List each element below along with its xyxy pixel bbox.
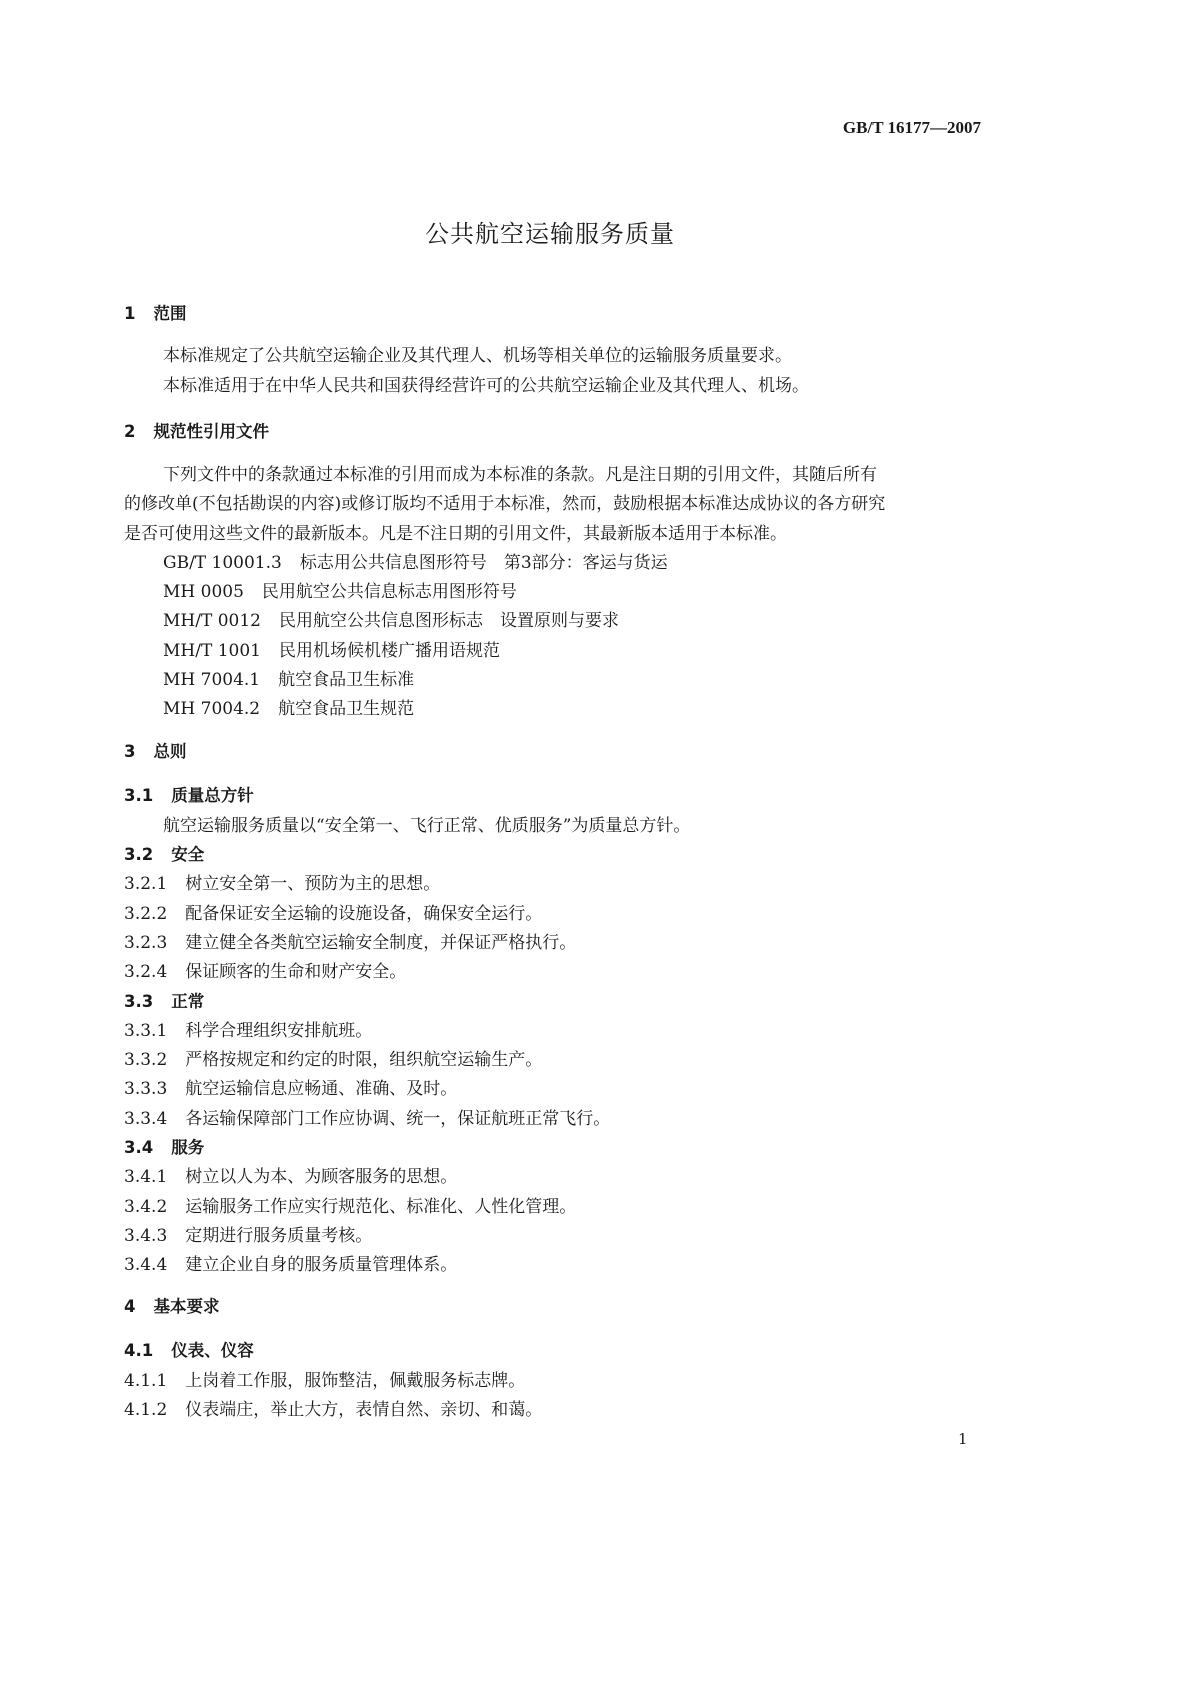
reference-title: 民用机场候机楼广播用语规范	[278, 641, 500, 661]
section-number: 3.4	[124, 1138, 154, 1157]
clause	[124, 1167, 457, 1187]
clause-number: 3.3.4	[124, 1108, 168, 1129]
clause-text: 运输服务工作应实行规范化、标准化、人性化管理。	[185, 1196, 577, 1217]
clause	[124, 1255, 457, 1275]
reference-title: 航空食品卫生规范	[278, 699, 415, 719]
clause-text: 航空运输信息应畅通、准确、及时。	[185, 1079, 458, 1100]
section-title: 范围	[153, 304, 187, 323]
reference-code: MH/T 0012	[163, 611, 261, 631]
paragraph-text: 本标准规定了公共航空运输企业及其代理人、机场等相关单位的运输服务质量要求。	[163, 346, 792, 366]
paragraph	[163, 816, 690, 836]
clause	[124, 1371, 525, 1391]
subsection-heading	[124, 1138, 204, 1158]
clause-text: 仪表端庄，举止大方，表情自然、亲切、和蔼。	[185, 1400, 543, 1420]
reference-item	[163, 641, 500, 661]
section-title: 基本要求	[153, 1297, 220, 1316]
reference-code: GB/T 10001.3	[163, 553, 282, 573]
paragraph-text: 下列文件中的条款通过本标准的引用而成为本标准的条款。凡是注日期的引用文件，其随后所有	[163, 465, 877, 485]
clause-number: 4.1.2	[124, 1400, 168, 1420]
clause-text: 保证顾客的生命和财产安全。	[185, 962, 407, 983]
section-title: 仪表、仪容	[171, 1341, 254, 1360]
paragraph	[163, 376, 809, 396]
clause-number: 3.3.2	[124, 1050, 168, 1071]
paragraph	[124, 524, 787, 544]
clause	[124, 1079, 457, 1099]
section-heading	[124, 304, 186, 324]
clause	[124, 933, 576, 953]
clause-text: 建立健全各类航空运输安全制度，并保证严格执行。	[185, 932, 577, 953]
reference-title: 民用航空公共信息图形标志 设置原则与要求	[278, 611, 619, 631]
section-heading	[124, 742, 186, 762]
clause	[124, 904, 542, 924]
clause	[124, 1021, 372, 1041]
clause-text: 建立企业自身的服务质量管理体系。	[185, 1255, 458, 1276]
section-title: 正常	[171, 991, 205, 1011]
clause-number: 3.3.1	[124, 1020, 168, 1041]
reference-item	[163, 670, 414, 690]
reference-title: 航空食品卫生标准	[278, 670, 415, 690]
section-number: 1	[124, 304, 136, 323]
section-number: 4.1	[124, 1341, 154, 1360]
page-title: 公共航空运输服务质量	[425, 220, 675, 248]
clause-number: 3.4.1	[124, 1167, 168, 1188]
subsection-heading	[124, 1341, 254, 1361]
reference-item	[163, 553, 668, 573]
standard-number: GB/T 16177—2007	[842, 118, 981, 137]
paragraph	[163, 346, 792, 366]
clause	[124, 1400, 542, 1420]
paragraph-text: 的修改单(不包括勘误的内容)或修订版均不适用于本标准，然而，鼓励根据本标准达成协议的各方研究	[124, 494, 886, 514]
subsection-heading	[124, 845, 204, 865]
clause	[124, 1050, 542, 1070]
section-number: 2	[124, 422, 136, 441]
reference-title: 民用航空公共信息标志用图形符号	[261, 582, 517, 602]
section-heading	[124, 422, 269, 442]
subsection-heading	[124, 786, 254, 806]
clause-text: 树立以人为本、为顾客服务的思想。	[185, 1167, 458, 1188]
section-title: 安全	[171, 845, 205, 864]
reference-item	[163, 699, 414, 719]
clause-text: 定期进行服务质量考核。	[185, 1225, 373, 1246]
reference-code: MH 7004.2	[163, 699, 261, 719]
clause-number: 3.2.3	[124, 932, 168, 953]
subsection-heading	[124, 992, 204, 1012]
section-number: 3.3	[124, 991, 154, 1011]
section-title: 服务	[171, 1138, 205, 1157]
section-title: 质量总方针	[171, 786, 254, 805]
section-number: 3.2	[124, 845, 154, 864]
clause-text: 上岗着工作服，服饰整洁，佩戴服务标志牌。	[185, 1371, 526, 1391]
paragraph-text: 航空运输服务质量以“安全第一、飞行正常、优质服务”为质量总方针。	[163, 816, 691, 836]
clause-text: 严格按规定和约定的时限，组织航空运输生产。	[185, 1050, 543, 1071]
section-number: 4	[124, 1297, 136, 1316]
clause-text: 配备保证安全运输的设施设备，确保安全运行。	[185, 903, 543, 924]
section-number: 3.1	[124, 786, 154, 805]
clause-number: 3.4.4	[124, 1255, 168, 1276]
reference-code: MH/T 1001	[163, 641, 261, 661]
clause-number: 3.2.1	[124, 874, 168, 895]
clause-number: 3.2.2	[124, 903, 168, 924]
clause-number: 3.4.3	[124, 1225, 168, 1246]
section-number: 3	[124, 742, 136, 761]
reference-code: MH 0005	[163, 582, 244, 602]
section-title: 总则	[153, 742, 187, 761]
clause-number: 3.4.2	[124, 1196, 168, 1217]
paragraph	[163, 465, 877, 485]
clause-text: 各运输保障部门工作应协调、统一，保证航班正常飞行。	[185, 1108, 611, 1129]
clause-number: 4.1.1	[124, 1371, 168, 1391]
reference-item	[163, 582, 517, 602]
reference-code: MH 7004.1	[163, 670, 261, 690]
reference-title: 标志用公共信息图形符号 第3部分：客运与货运	[299, 553, 668, 573]
clause-number: 3.3.3	[124, 1079, 168, 1100]
page-number: 1	[958, 1430, 968, 1448]
paragraph-text: 本标准适用于在中华人民共和国获得经营许可的公共航空运输企业及其代理人、机场。	[163, 376, 809, 396]
section-title: 规范性引用文件	[153, 422, 269, 441]
clause-number: 3.2.4	[124, 962, 168, 983]
clause	[124, 1197, 576, 1217]
clause	[124, 1109, 610, 1129]
reference-item	[163, 611, 619, 631]
clause	[124, 1226, 372, 1246]
section-heading	[124, 1297, 219, 1317]
clause	[124, 874, 440, 894]
paragraph-text: 是否可使用这些文件的最新版本。凡是不注日期的引用文件，其最新版本适用于本标准。	[124, 524, 787, 544]
clause-text: 树立安全第一、预防为主的思想。	[185, 874, 441, 895]
paragraph	[124, 494, 885, 514]
clause-text: 科学合理组织安排航班。	[185, 1020, 373, 1041]
clause	[124, 962, 406, 982]
